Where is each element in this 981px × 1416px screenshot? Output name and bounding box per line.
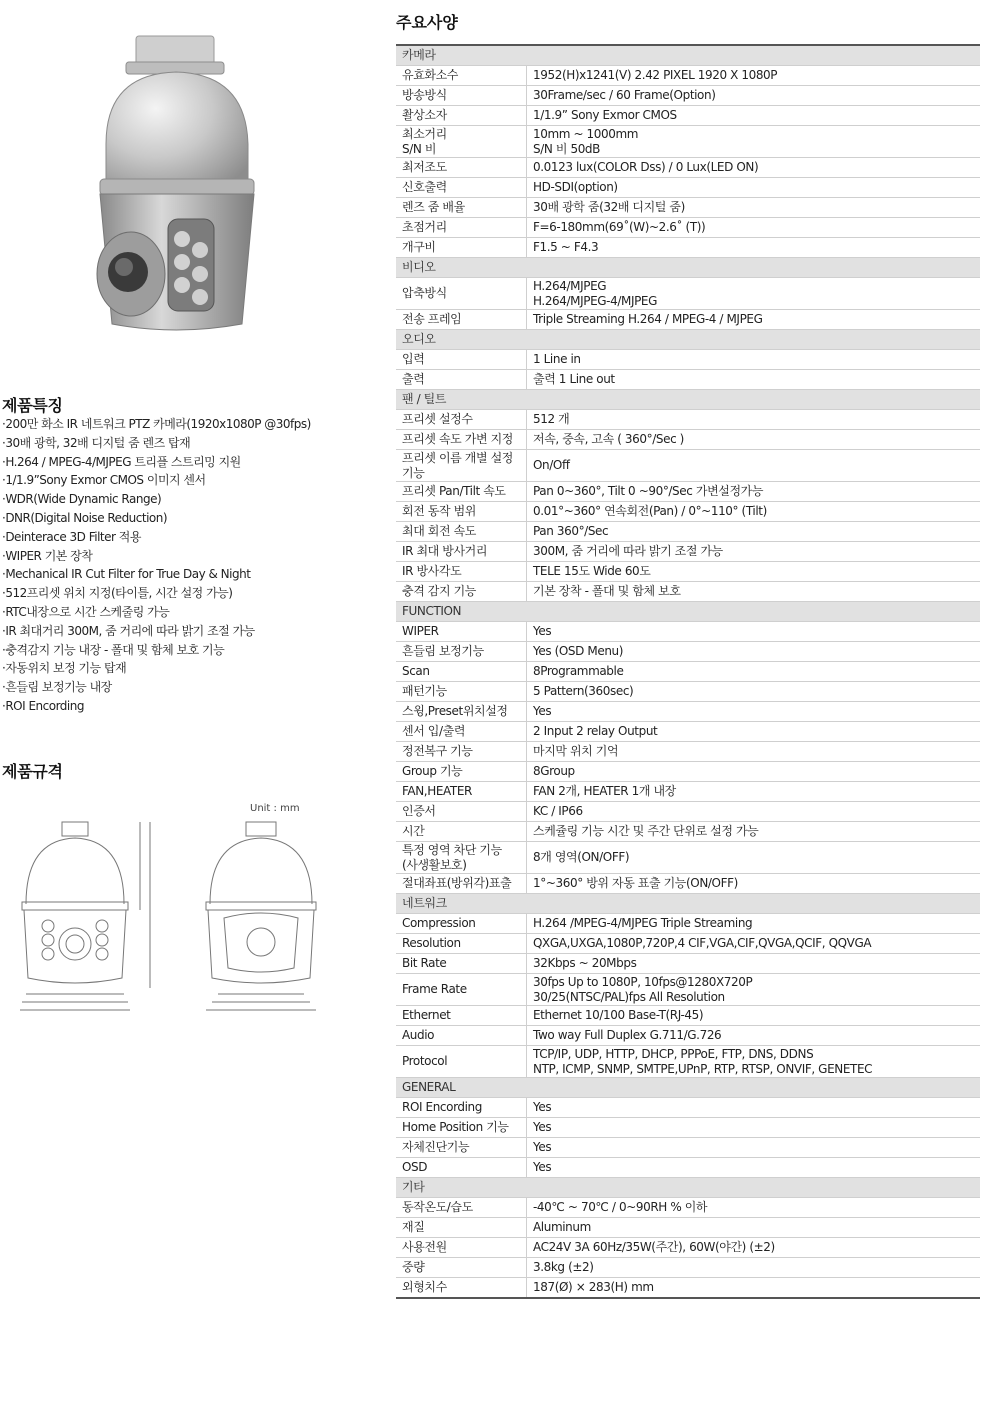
spec-value: Yes <box>527 622 981 642</box>
spec-value: Yes <box>527 702 981 722</box>
spec-value: 5 Pattern(360sec) <box>527 682 981 702</box>
spec-row <box>396 542 980 562</box>
spec-category-label: 카메라 <box>396 45 980 66</box>
spec-row <box>396 582 980 602</box>
spec-category-label: FUNCTION <box>396 602 980 622</box>
features-title: 제품특징 <box>2 396 63 415</box>
spec-row <box>396 1046 980 1078</box>
spec-key: 흔들림 보정기능 <box>396 642 527 662</box>
spec-key: 개구비 <box>396 238 527 258</box>
spec-key: 최대 회전 속도 <box>396 522 527 542</box>
feature-item: ·Mechanical IR Cut Filter for True Day & Night <box>2 567 251 582</box>
spec-category-label: 팬 / 틸트 <box>396 390 980 410</box>
spec-row <box>396 662 980 682</box>
spec-value: TCP/IP, UDP, HTTP, DHCP, PPPoE, FTP, DNS, DDNS NTP, ICMP, SNMP, SMTPE,UPnP, RTP, RTSP, ONVIF, GENETEC <box>527 1046 981 1078</box>
spec-key: 중량 <box>396 1258 527 1278</box>
dimension-drawings <box>18 818 336 1016</box>
spec-key: FAN,HEATER <box>396 782 527 802</box>
spec-value: 187(Ø) × 283(H) mm <box>527 1278 981 1299</box>
feature-list <box>2 415 390 716</box>
spec-row <box>396 1158 980 1178</box>
spec-category-label: 오디오 <box>396 330 980 350</box>
spec-key: 회전 동작 범위 <box>396 502 527 522</box>
spec-value: Yes <box>527 1138 981 1158</box>
spec-row <box>396 762 980 782</box>
spec-key: 방송방식 <box>396 86 527 106</box>
spec-key: 충격 감지 기능 <box>396 582 527 602</box>
spec-row <box>396 86 980 106</box>
spec-row <box>396 682 980 702</box>
spec-row <box>396 802 980 822</box>
spec-row <box>396 482 980 502</box>
spec-row <box>396 1218 980 1238</box>
spec-value: 32Kbps ~ 20Mbps <box>527 954 981 974</box>
spec-row <box>396 310 980 330</box>
spec-value: 1952(H)x1241(V) 2.42 PIXEL 1920 X 1080P <box>527 66 981 86</box>
feature-item: ·512프리셋 위치 지정(타이틀, 시간 설정 가능) <box>2 586 233 601</box>
spec-row <box>396 502 980 522</box>
spec-row <box>396 198 980 218</box>
spec-value: 출력 1 Line out <box>527 370 981 390</box>
spec-key: Resolution <box>396 934 527 954</box>
spec-row <box>396 974 980 1006</box>
feature-item: ·충격감지 기능 내장 - 폴대 및 함체 보호 기능 <box>2 642 225 657</box>
spec-category <box>396 390 980 410</box>
spec-key: ROI Encording <box>396 1098 527 1118</box>
spec-value: Yes <box>527 1158 981 1178</box>
spec-row <box>396 1118 980 1138</box>
feature-item: ·200만 화소 IR 네트워크 PTZ 카메라(1920x1080P @30fps) <box>2 417 311 431</box>
spec-row <box>396 218 980 238</box>
spec-key: 스윙,Preset위치설정 <box>396 702 527 722</box>
spec-row <box>396 278 980 310</box>
spec-value: F=6-180mm(69˚(W)~2.6˚ (T)) <box>527 218 981 238</box>
spec-value: 마지막 위치 기억 <box>527 742 981 762</box>
spec-value: Ethernet 10/100 Base-T(RJ-45) <box>527 1006 981 1026</box>
spec-key: 프리셋 Pan/Tilt 속도 <box>396 482 527 502</box>
feature-item: ·흔들림 보정기능 내장 <box>2 680 112 695</box>
spec-row <box>396 106 980 126</box>
spec-category <box>396 258 980 278</box>
spec-key: 최저조도 <box>396 158 527 178</box>
spec-key: 신호출력 <box>396 178 527 198</box>
spec-row <box>396 410 980 430</box>
feature-item: ·IR 최대거리 300M, 줌 거리에 따라 밝기 조절 가능 <box>2 623 255 638</box>
spec-key: 동작온도/습도 <box>396 1198 527 1218</box>
spec-row <box>396 722 980 742</box>
spec-title: 주요사양 <box>396 13 458 32</box>
spec-value: 스케쥴링 기능 시간 및 주간 단위로 설정 가능 <box>527 822 981 842</box>
spec-row <box>396 158 980 178</box>
spec-key: 프리셋 이름 개별 설정 기능 <box>396 450 527 482</box>
spec-value: H.264/MJPEG H.264/MJPEG-4/MJPEG <box>527 278 981 310</box>
spec-value: 저속, 중속, 고속 ( 360°/Sec ) <box>527 430 981 450</box>
spec-row <box>396 934 980 954</box>
spec-row <box>396 350 980 370</box>
spec-row <box>396 1258 980 1278</box>
spec-key: 전송 프레임 <box>396 310 527 330</box>
spec-value: Yes <box>527 1118 981 1138</box>
spec-value: 2 Input 2 relay Output <box>527 722 981 742</box>
spec-row <box>396 562 980 582</box>
spec-key: Compression <box>396 914 527 934</box>
feature-item: ·WDR(Wide Dynamic Range) <box>2 492 162 507</box>
spec-value: AC24V 3A 60Hz/35W(주간), 60W(야간) (±2) <box>527 1238 981 1258</box>
ptz-camera-image <box>66 34 286 339</box>
spec-value: KC / IP66 <box>527 802 981 822</box>
spec-category-label: 네트워크 <box>396 894 980 914</box>
spec-row <box>396 914 980 934</box>
spec-category <box>396 45 980 66</box>
spec-key: 렌즈 줌 배율 <box>396 198 527 218</box>
spec-value: 1 Line in <box>527 350 981 370</box>
spec-key: Scan <box>396 662 527 682</box>
spec-key: 패턴기능 <box>396 682 527 702</box>
spec-value: Pan 360°/Sec <box>527 522 981 542</box>
spec-value: Yes <box>527 1098 981 1118</box>
spec-value: HD-SDI(option) <box>527 178 981 198</box>
spec-value: Pan 0~360°, Tilt 0 ~90°/Sec 가변설정가능 <box>527 482 981 502</box>
feature-item: ·DNR(Digital Noise Reduction) <box>2 510 168 525</box>
spec-category <box>396 1178 980 1198</box>
spec-row <box>396 822 980 842</box>
spec-key: 초점거리 <box>396 218 527 238</box>
spec-value: Yes (OSD Menu) <box>527 642 981 662</box>
feature-item: ·자동위치 보정 기능 탑재 <box>2 661 127 676</box>
spec-value: 기본 장착 - 폴대 및 함체 보호 <box>527 582 981 602</box>
spec-row <box>396 842 980 874</box>
spec-key: 인증서 <box>396 802 527 822</box>
spec-value: TELE 15도 Wide 60도 <box>527 562 981 582</box>
spec-row <box>396 622 980 642</box>
spec-category <box>396 1078 980 1098</box>
unit-label: Unit : mm <box>250 803 300 814</box>
spec-row <box>396 1098 980 1118</box>
spec-key: Bit Rate <box>396 954 527 974</box>
feature-item: ·RTC내장으로 시간 스케줄링 가능 <box>2 604 170 619</box>
spec-value: 512 개 <box>527 410 981 430</box>
spec-key: 특정 영역 차단 기능 (사생활보호) <box>396 842 527 874</box>
feature-item: ·1/1.9”Sony Exmor CMOS 이미지 센서 <box>2 473 206 488</box>
spec-value: -40℃ ~ 70℃ / 0~90RH % 이하 <box>527 1198 981 1218</box>
spec-value: 1°~360° 방위 자동 표출 기능(ON/OFF) <box>527 874 981 894</box>
spec-value: Triple Streaming H.264 / MPEG-4 / MJPEG <box>527 310 981 330</box>
spec-key: Audio <box>396 1026 527 1046</box>
spec-key: IR 최대 방사거리 <box>396 542 527 562</box>
spec-key: 사용전원 <box>396 1238 527 1258</box>
spec-key: 센서 입/출력 <box>396 722 527 742</box>
spec-category <box>396 602 980 622</box>
spec-key: OSD <box>396 1158 527 1178</box>
spec-key: 출력 <box>396 370 527 390</box>
spec-row <box>396 702 980 722</box>
dimensions-title: 제품규격 <box>2 762 63 781</box>
spec-row <box>396 782 980 802</box>
spec-row <box>396 1026 980 1046</box>
spec-row <box>396 742 980 762</box>
spec-row <box>396 450 980 482</box>
spec-value: F1.5 ~ F4.3 <box>527 238 981 258</box>
spec-key: Ethernet <box>396 1006 527 1026</box>
spec-row <box>396 430 980 450</box>
spec-table <box>396 44 980 1299</box>
spec-category-label: 비디오 <box>396 258 980 278</box>
spec-value: On/Off <box>527 450 981 482</box>
spec-key: 절대좌표(방위각)표출 <box>396 874 527 894</box>
spec-value: 30fps Up to 1080P, 10fps@1280X720P 30/25(NTSC/PAL)fps All Resolution <box>527 974 981 1006</box>
spec-value: 30Frame/sec / 60 Frame(Option) <box>527 86 981 106</box>
spec-value: 8Group <box>527 762 981 782</box>
spec-key: 압축방식 <box>396 278 527 310</box>
spec-category <box>396 894 980 914</box>
spec-key: 촬상소자 <box>396 106 527 126</box>
spec-row <box>396 1278 980 1299</box>
spec-key: 입력 <box>396 350 527 370</box>
spec-row <box>396 1198 980 1218</box>
spec-row <box>396 238 980 258</box>
spec-row <box>396 874 980 894</box>
spec-value: H.264 /MPEG-4/MJPEG Triple Streaming <box>527 914 981 934</box>
spec-category <box>396 330 980 350</box>
spec-key: 최소거리 S/N 비 <box>396 126 527 158</box>
spec-category-label: 기타 <box>396 1178 980 1198</box>
spec-value: 3.8kg (±2) <box>527 1258 981 1278</box>
spec-row <box>396 954 980 974</box>
left-column <box>0 0 390 1416</box>
spec-row <box>396 126 980 158</box>
spec-key: Frame Rate <box>396 974 527 1006</box>
feature-item: ·H.264 / MPEG-4/MJPEG 트리플 스트리밍 지원 <box>2 454 241 469</box>
spec-value: 8개 영역(ON/OFF) <box>527 842 981 874</box>
spec-key: 재질 <box>396 1218 527 1238</box>
spec-value: FAN 2개, HEATER 1개 내장 <box>527 782 981 802</box>
spec-category-label: GENERAL <box>396 1078 980 1098</box>
spec-key: 정전복구 기능 <box>396 742 527 762</box>
spec-key: 시간 <box>396 822 527 842</box>
spec-key: WIPER <box>396 622 527 642</box>
feature-item: ·Deinterace 3D Filter 적용 <box>2 529 141 544</box>
spec-key: 프리셋 설정수 <box>396 410 527 430</box>
spec-row <box>396 522 980 542</box>
spec-value: 300M, 줌 거리에 따라 밝기 조절 가능 <box>527 542 981 562</box>
spec-value: 0.01°~360° 연속회전(Pan) / 0°~110° (Tilt) <box>527 502 981 522</box>
spec-row <box>396 370 980 390</box>
feature-item: ·30배 광학, 32배 디지털 줌 렌즈 탑재 <box>2 435 191 450</box>
spec-row <box>396 1238 980 1258</box>
spec-row <box>396 1006 980 1026</box>
spec-value: Aluminum <box>527 1218 981 1238</box>
spec-key: Group 기능 <box>396 762 527 782</box>
spec-value: 0.0123 lux(COLOR Dss) / 0 Lux(LED ON) <box>527 158 981 178</box>
spec-key: 프리셋 속도 가변 지정 <box>396 430 527 450</box>
spec-key: Protocol <box>396 1046 527 1078</box>
feature-item: ·ROI Encording <box>2 698 84 713</box>
spec-key: IR 방사각도 <box>396 562 527 582</box>
spec-row <box>396 642 980 662</box>
spec-row <box>396 178 980 198</box>
spec-value: Two way Full Duplex G.711/G.726 <box>527 1026 981 1046</box>
spec-value: 30배 광학 줌(32배 디지털 줌) <box>527 198 981 218</box>
feature-item: ·WIPER 기본 장착 <box>2 548 93 563</box>
spec-key: 자체진단기능 <box>396 1138 527 1158</box>
spec-value: 10mm ~ 1000mm S/N 비 50dB <box>527 126 981 158</box>
spec-key: Home Position 기능 <box>396 1118 527 1138</box>
spec-key: 외형치수 <box>396 1278 527 1299</box>
spec-value: 1/1.9” Sony Exmor CMOS <box>527 106 981 126</box>
spec-value: QXGA,UXGA,1080P,720P,4 CIF,VGA,CIF,QVGA,QCIF, QQVGA <box>527 934 981 954</box>
spec-key: 유효화소수 <box>396 66 527 86</box>
spec-row <box>396 1138 980 1158</box>
spec-row <box>396 66 980 86</box>
spec-value: 8Programmable <box>527 662 981 682</box>
